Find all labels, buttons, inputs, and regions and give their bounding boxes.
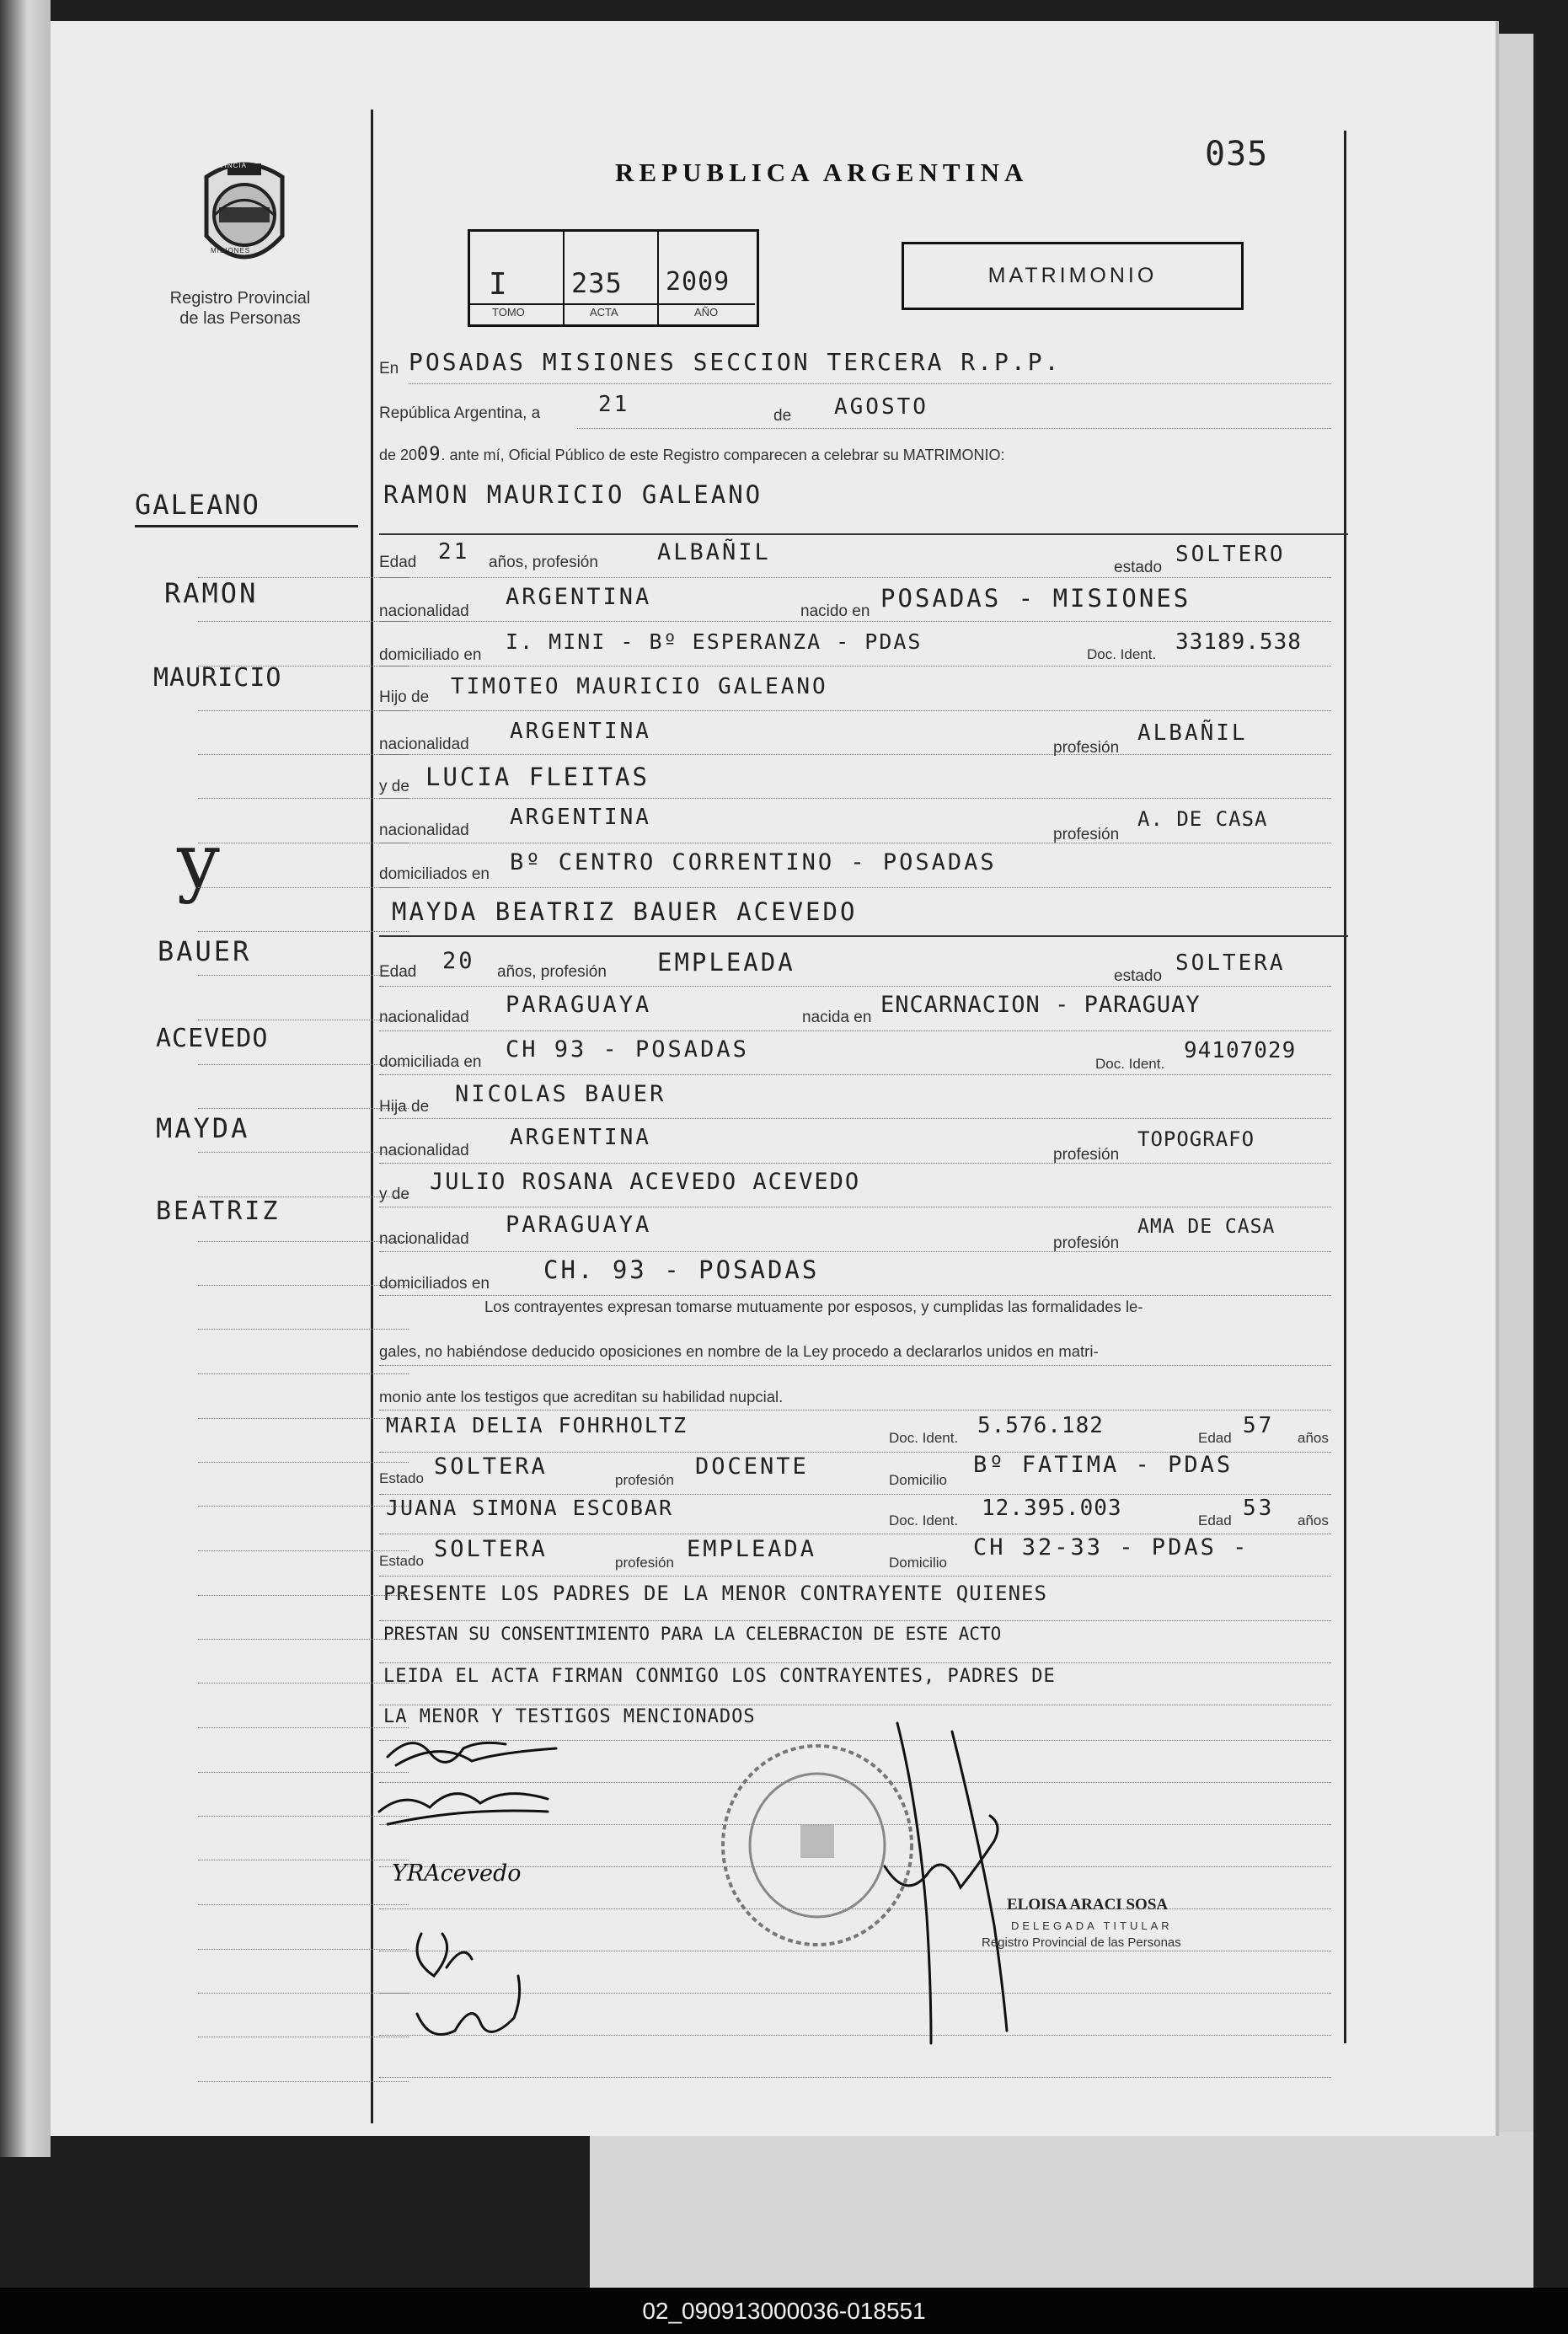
groom-father-prof-label: profesión: [1053, 739, 1120, 757]
registry-name-line1: Registro Provincial: [169, 289, 311, 308]
witness2-prof-label: profesión: [615, 1555, 674, 1571]
book-spine: [0, 0, 51, 2157]
witness2-age: 53: [1243, 1496, 1275, 1521]
right-border: [1344, 131, 1346, 2043]
witness1-age: 57: [1243, 1413, 1275, 1438]
groom-parents-address: Bº CENTRO CORRENTINO - POSADAS: [510, 849, 997, 875]
bride-estado-label: estado: [1114, 967, 1163, 985]
place-value: POSADAS MISIONES SECCION TERCERA R.P.P.: [409, 348, 1062, 376]
page-number: 035: [1205, 135, 1269, 174]
groom-anos-label: años, profesión: [489, 554, 598, 571]
groom-parents-dom-label: domiciliados en: [379, 865, 490, 883]
margin-name-7: MAYDA: [156, 1112, 250, 1144]
groom-estado: SOLTERO: [1175, 542, 1286, 567]
groom-mother: LUCIA FLEITAS: [425, 763, 650, 791]
witness2-edad-label: Edad: [1198, 1512, 1232, 1528]
margin-name-6: ACEVEDO: [156, 1024, 269, 1053]
declaration-line-2: gales, no habiéndose deducido oposiciones en nombre de la Ley procedo a declararlos unidos en matri-: [379, 1342, 1099, 1360]
bride-hija-label: Hija de: [379, 1098, 430, 1116]
groom-father-profession: ALBAÑIL: [1137, 720, 1248, 746]
bride-mother-prof-label: profesión: [1053, 1234, 1120, 1252]
witness2-profession: EMPLEADA: [687, 1536, 817, 1562]
declaration-line-3: monio ante los testigos que acreditan su habilidad nupcial.: [379, 1388, 784, 1405]
acta-label: ACTA: [590, 306, 618, 319]
ano-value: 2009: [666, 267, 730, 297]
seal-bottom-text: MISIONES: [211, 247, 251, 254]
bride-mother-nat-label: nacionalidad: [379, 1230, 469, 1248]
month-value: AGOSTO: [834, 394, 928, 420]
de-label: de: [773, 407, 792, 425]
groom-mother-prof-label: profesión: [1053, 826, 1120, 843]
witness1-edad-label: Edad: [1198, 1430, 1232, 1446]
witness1-domicilio-label: Domicilio: [889, 1472, 947, 1488]
statement: . ante mí, Oficial Público de este Registro comparecen a celebrar su MATRIMONIO:: [441, 447, 1005, 463]
witness1-doc-label: Doc. Ident.: [889, 1430, 959, 1446]
republica-label: República Argentina, a: [379, 404, 541, 422]
bride-father-prof-label: profesión: [1053, 1146, 1120, 1164]
bride-estado: SOLTERA: [1175, 950, 1286, 976]
note-line-1: PRESENTE LOS PADRES DE LA MENOR CONTRAYENTE QUIENES: [383, 1582, 1047, 1605]
groom-mother-profession: A. DE CASA: [1137, 807, 1268, 831]
en-label: En: [379, 360, 399, 377]
underlying-page-bottom: [590, 2132, 1533, 2288]
witness2-doc-label: Doc. Ident.: [889, 1512, 959, 1528]
witness1-doc: 5.576.182: [977, 1413, 1104, 1438]
seal-top-text: PROVINCIA: [202, 162, 248, 169]
note-line-4: LA MENOR Y TESTIGOS MENCIONADOS: [383, 1706, 756, 1727]
margin-name-5: BAUER: [158, 935, 252, 967]
witness1-address: Bº FATIMA - PDAS: [973, 1452, 1234, 1478]
groom-yde-label: y de: [379, 778, 409, 795]
bride-address: CH 93 - POSADAS: [506, 1036, 749, 1063]
groom-doc: 33189.538: [1175, 629, 1302, 655]
witness2-name: JUANA SIMONA ESCOBAR: [386, 1496, 674, 1520]
groom-doc-label: Doc. Ident.: [1087, 646, 1157, 662]
witness1-estado-label: Estado: [379, 1470, 424, 1486]
file-name-caption: 02_090913000036-018551: [0, 2288, 1568, 2334]
bride-birthplace: ENCARNACION - PARAGUAY: [880, 992, 1201, 1018]
groom-age: 21: [438, 539, 470, 565]
witness2-anos-label: años: [1298, 1512, 1329, 1528]
registry-name-line2: de las Personas: [179, 309, 301, 328]
bride-nacida-label: nacida en: [802, 1009, 872, 1026]
day-value: 21: [598, 392, 630, 417]
groom-father: TIMOTEO MAURICIO GALEANO: [451, 674, 828, 699]
groom-name: RAMON MAURICIO GALEANO: [383, 480, 763, 509]
country-title: REPUBLICA ARGENTINA: [615, 158, 1029, 187]
bride-father-profession: TOPOGRAFO: [1137, 1127, 1255, 1151]
acta-box: [468, 229, 759, 327]
document-type-box: [902, 242, 1244, 310]
bride-nationality: PARAGUAYA: [506, 992, 652, 1018]
groom-estado-label: estado: [1114, 559, 1163, 576]
document-type: MATRIMONIO: [987, 264, 1158, 287]
witness1-name: MARIA DELIA FOHRHOLTZ: [386, 1413, 688, 1437]
register-page: [51, 21, 1496, 2136]
margin-name-8: BEATRIZ: [156, 1196, 281, 1226]
bride-nacionalidad-label: nacionalidad: [379, 1009, 469, 1026]
witness2-domicilio-label: Domicilio: [889, 1555, 947, 1571]
groom-nacionalidad-label: nacionalidad: [379, 602, 469, 620]
witness1-anos-label: años: [1298, 1430, 1329, 1446]
ano-label: AÑO: [694, 306, 719, 319]
groom-edad-label: Edad: [379, 554, 417, 571]
bride-mother-nationality: PARAGUAYA: [506, 1212, 652, 1238]
witness1-prof-label: profesión: [615, 1472, 674, 1488]
margin-name-4: y: [177, 817, 222, 906]
bride-domiciliada-label: domiciliada en: [379, 1053, 482, 1071]
note-line-2: PRESTAN SU CONSENTIMIENTO PARA LA CELEBRACION DE ESTE ACTO: [383, 1624, 1002, 1644]
bride-father: NICOLAS BAUER: [455, 1081, 666, 1107]
tomo-value: I: [489, 267, 510, 302]
official-title: DELEGADA TITULAR: [1011, 1919, 1173, 1932]
declaration-line-1: Los contrayentes expresan tomarse mutuamente por esposos, y cumplidas las formalidades le-: [484, 1298, 1143, 1315]
year-prefix: de 20: [379, 447, 418, 463]
bride-doc: 94107029: [1184, 1038, 1297, 1063]
signature-text: YRAcevedo: [392, 1860, 522, 1887]
groom-nacido-label: nacido en: [800, 602, 870, 620]
bride-mother-profession: AMA DE CASA: [1137, 1216, 1276, 1238]
groom-profession: ALBAÑIL: [657, 539, 771, 565]
official-stamp-icon: [716, 1740, 918, 1951]
groom-nationality: ARGENTINA: [506, 584, 652, 610]
bride-anos-label: años, profesión: [497, 963, 607, 981]
note-line-3: LEIDA EL ACTA FIRMAN CONMIGO LOS CONTRAYENTES, PADRES DE: [383, 1666, 1056, 1687]
bride-mother: JULIO ROSANA ACEVEDO ACEVEDO: [430, 1169, 861, 1195]
provincial-seal-icon: [190, 152, 299, 286]
official-registry: Registro Provincial de las Personas: [982, 1935, 1181, 1950]
bride-parents-dom-label: domiciliados en: [379, 1275, 490, 1293]
acta-value: 235: [571, 267, 623, 299]
groom-mother-nat-label: nacionalidad: [379, 822, 469, 839]
groom-birthplace: POSADAS - MISIONES: [880, 584, 1191, 613]
witness2-estado: SOLTERA: [434, 1536, 548, 1562]
bride-father-nationality: ARGENTINA: [510, 1125, 651, 1150]
bride-profession: EMPLEADA: [657, 948, 795, 977]
groom-domiciliado-label: domiciliado en: [379, 646, 482, 664]
groom-father-nationality: ARGENTINA: [510, 719, 651, 744]
bride-edad-label: Edad: [379, 963, 417, 981]
witness1-estado: SOLTERA: [434, 1453, 548, 1480]
official-name: ELOISA ARACI SOSA: [1007, 1896, 1169, 1914]
bride-father-nat-label: nacionalidad: [379, 1142, 469, 1159]
witness2-doc: 12.395.003: [982, 1496, 1122, 1521]
bride-doc-label: Doc. Ident.: [1095, 1056, 1165, 1072]
year-suffix: 09: [417, 444, 442, 465]
margin-name-1: GALEANO: [135, 489, 260, 521]
witness2-estado-label: Estado: [379, 1553, 424, 1569]
bride-age: 20: [442, 948, 475, 974]
witness2-address: CH 32-33 - PDAS -: [973, 1534, 1250, 1560]
bride-name: MAYDA BEATRIZ BAUER ACEVEDO: [392, 897, 858, 926]
groom-mother-nationality: ARGENTINA: [510, 805, 651, 830]
bride-parents-address: CH. 93 - POSADAS: [543, 1255, 820, 1284]
bride-yde-label: y de: [379, 1186, 409, 1203]
witness1-profession: DOCENTE: [695, 1453, 809, 1480]
margin-name-2: RAMON: [164, 577, 259, 609]
groom-hijo-label: Hijo de: [379, 688, 430, 706]
tomo-label: TOMO: [492, 306, 525, 319]
groom-father-nat-label: nacionalidad: [379, 736, 469, 753]
groom-address: I. MINI - Bº ESPERANZA - PDAS: [506, 629, 923, 654]
margin-name-3: MAURICIO: [153, 663, 282, 693]
